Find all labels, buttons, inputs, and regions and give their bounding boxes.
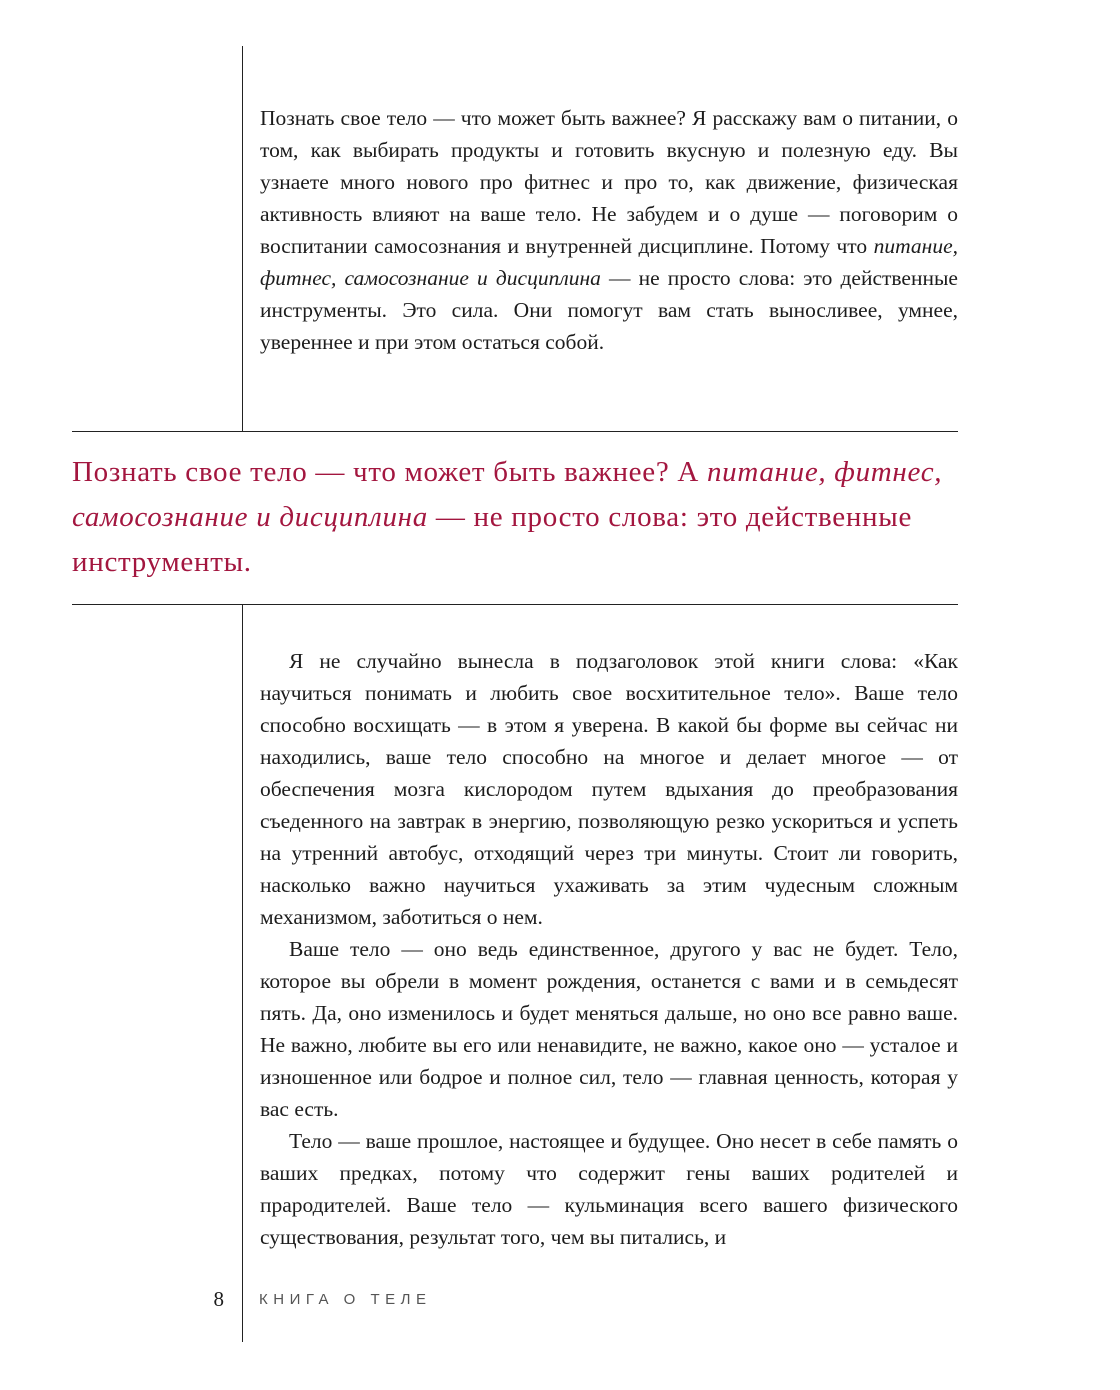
intro-text-3: — не просто слова: это действенные инструменты. Это сила. Они помогут вам стать выносливее, умнее, увереннее и при этом остаться собой. xyxy=(260,266,958,354)
pull-quote xyxy=(72,450,958,585)
page-number: 8 xyxy=(213,1287,224,1311)
vertical-rule-bottom xyxy=(242,604,243,1342)
body-paragraph-3: Тело — ваше прошлое, настоящее и будущее. Оно несет в себе память о ваших предках, потому что содержит гены ваших родителей и прародителей. Ваше тело — кульминация всего вашего физического существования, результат того, чем вы питались, и xyxy=(260,1129,958,1249)
pull-quote-text-1: Познать свое тело — что может быть важнее? А xyxy=(72,456,707,488)
horizontal-rule-bottom xyxy=(72,604,958,605)
pull-quote-text-italic: питание, фитнес, самосознание и дисциплина xyxy=(72,456,943,533)
intro-text-italic: питание, фитнес, самосознание и дисциплина xyxy=(260,234,958,290)
intro-text-1: Познать свое тело — что может быть важнее? Я расскажу вам о питании, о том, как выбирать продукты и готовить вкусную и полезную еду. Вы узнаете много нового про фитнес и про то, как движение, физическая активность влияют на ваше тело. Не забудем и о душе — поговорим о воспитании самосознания и внутренней дисциплине. Потому что xyxy=(260,106,958,258)
running-title: КНИГА О ТЕЛЕ xyxy=(259,1291,432,1308)
vertical-rule-top xyxy=(242,46,243,431)
body-paragraph-2: Ваше тело — оно ведь единственное, другого у вас не будет. Тело, которое вы обрели в момент рождения, останется с вами и в семьдесят пять. Да, оно изменилось и будет меняться дальше, но оно все равно ваше. Не важно, любите вы его или ненавидите, не важно, какое оно — усталое и изношенное или бодрое и полное сил, тело — главная ценность, которая у вас есть. xyxy=(260,937,958,1121)
pull-quote-text-3: — не просто слова: это действенные инструменты. xyxy=(72,501,913,578)
body-text xyxy=(260,645,958,1253)
body-paragraph-1: Я не случайно вынесла в подзаголовок этой книги слова: «Как научиться понимать и любить свое восхитительное тело». Ваше тело способно восхищать — в этом я уверена. В какой бы форме вы сейчас ни находились, ваше тело способно на многое и делает многое — от обеспечения мозга кислородом путем вдыхания до преобразования съеденного на завтрак в энергию, позволяющую резко ускориться и успеть на утренний автобус, отходящий через три минуты. Стоит ли говорить, насколько важно научиться ухаживать за этим чудесным сложным механизмом, заботиться о нем. xyxy=(260,649,958,929)
intro-paragraph xyxy=(260,102,958,358)
horizontal-rule-top xyxy=(72,431,958,432)
